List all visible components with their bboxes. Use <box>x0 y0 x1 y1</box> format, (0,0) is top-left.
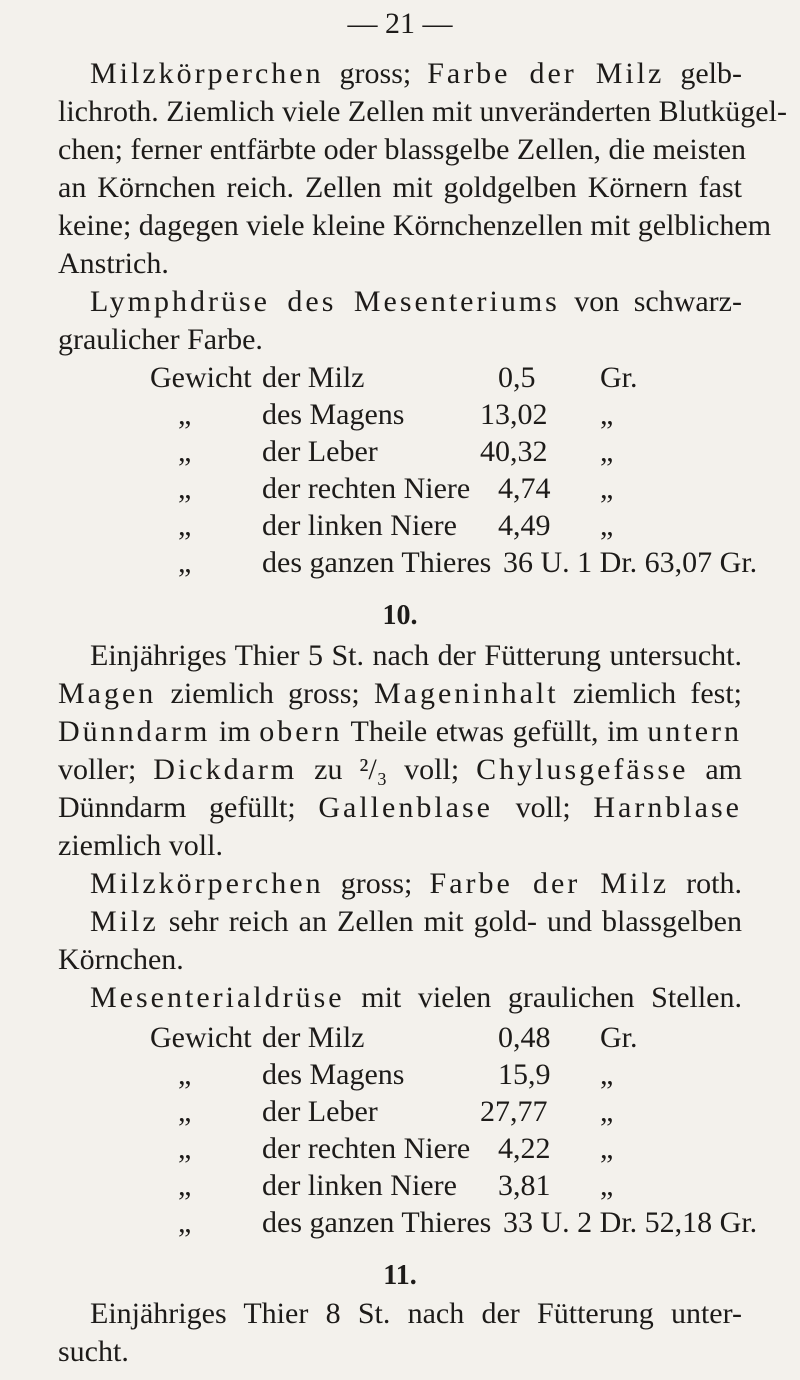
row-unit: Gr. <box>600 1021 638 1054</box>
row-value: 40,32 <box>480 435 548 468</box>
table-row <box>0 434 800 470</box>
row-value: 36 U. 1 Dr. 63,07 Gr. <box>503 546 758 579</box>
row-label: der Milz <box>262 1021 365 1054</box>
row-label: der linken Niere <box>262 1169 457 1202</box>
row-prefix: „ <box>178 1132 192 1165</box>
row-unit: „ <box>600 398 614 431</box>
row-unit: „ <box>600 435 614 468</box>
page-number: — 21 — <box>347 7 453 40</box>
row-label: der linken Niere <box>262 509 457 542</box>
table-row <box>0 1057 800 1093</box>
row-value: 3,81 <box>498 1169 551 1202</box>
row-label: der rechten Niere <box>262 472 471 505</box>
text-line: Milzkörperchen gross; Farbe der Milz roth. <box>90 867 742 900</box>
table-row <box>0 1020 800 1056</box>
row-value: 27,77 <box>480 1095 548 1128</box>
table-row <box>0 508 800 544</box>
row-label: des Magens <box>262 1058 405 1091</box>
text-line: Magen ziemlich gross; Mageninhalt ziemlich fest; <box>58 677 743 710</box>
table-row <box>0 1094 800 1130</box>
row-value: 4,22 <box>498 1132 551 1165</box>
text-line: ziemlich voll. <box>58 829 223 862</box>
row-prefix: Gewicht <box>150 361 252 394</box>
row-prefix: „ <box>178 398 192 431</box>
row-unit: „ <box>600 472 614 505</box>
row-prefix: „ <box>178 472 192 505</box>
row-value: 33 U. 2 Dr. 52,18 Gr. <box>503 1206 758 1239</box>
section-heading-11: 11. <box>383 1260 417 1291</box>
row-unit: „ <box>600 1169 614 1202</box>
text-line: Lymphdrüse des Mesenteriums von schwarz- <box>90 285 742 318</box>
text-line: keine; dagegen viele kleine Körnchenzellen mit gelblichem <box>58 209 772 242</box>
row-prefix: Gewicht <box>150 1021 252 1054</box>
table-row <box>0 1131 800 1167</box>
row-unit: „ <box>600 1058 614 1091</box>
text-line: Milz sehr reich an Zellen mit gold- und blassgelben <box>90 905 742 938</box>
row-label: der Leber <box>262 435 378 468</box>
row-value: 0,48 <box>498 1021 551 1054</box>
text-line: Einjähriges Thier 5 St. nach der Fütterung untersucht. <box>90 639 742 672</box>
row-prefix: „ <box>178 1095 192 1128</box>
row-label: des Magens <box>262 398 405 431</box>
row-label: der Leber <box>262 1095 378 1128</box>
row-unit: Gr. <box>600 361 638 394</box>
text-line: lichroth. Ziemlich viele Zellen mit unveränderten Blutkügel- <box>58 95 787 128</box>
table-row <box>0 1205 800 1241</box>
row-prefix: „ <box>178 1206 192 1239</box>
text-line: Milzkörperchen gross; Farbe der Milz gelb- <box>90 57 742 90</box>
row-value: 13,02 <box>480 398 548 431</box>
row-prefix: „ <box>178 1169 192 1202</box>
text-line: chen; ferner entfärbte oder blassgelbe Zellen, die meisten <box>58 133 747 166</box>
section-heading-10: 10. <box>382 600 418 631</box>
text-line: Dünndarm gefüllt; Gallenblase voll; Harnblase <box>58 791 742 824</box>
row-label: des ganzen Thieres <box>262 1206 492 1239</box>
text-line: Dünndarm im obern Theile etwas gefüllt, im untern <box>58 715 743 748</box>
row-unit: „ <box>600 1095 614 1128</box>
row-prefix: „ <box>178 509 192 542</box>
row-value: 15,9 <box>498 1058 551 1091</box>
text-line: Mesenterialdrüse mit vielen graulichen Stellen. <box>90 981 742 1014</box>
table-row <box>0 360 800 396</box>
row-label: der Milz <box>262 361 365 394</box>
text-line: graulicher Farbe. <box>58 323 263 356</box>
row-unit: „ <box>600 509 614 542</box>
table-row <box>0 1168 800 1204</box>
text-line: Einjähriges Thier 8 St. nach der Fütterung unter- <box>90 1297 742 1330</box>
row-value: 0,5 <box>498 361 536 394</box>
table-row <box>0 471 800 507</box>
table-row <box>0 397 800 433</box>
text-line: sucht. <box>58 1335 129 1368</box>
table-row <box>0 545 800 581</box>
text-line: an Körnchen reich. Zellen mit goldgelben Körnern fast <box>58 171 742 204</box>
row-label: des ganzen Thieres <box>262 546 492 579</box>
text-line: Körnchen. <box>58 943 184 976</box>
text-line: Anstrich. <box>58 247 169 280</box>
text-line: voller; Dickdarm zu ²/₃ voll; Chylusgefässe am <box>58 753 743 786</box>
row-unit: „ <box>600 1132 614 1165</box>
row-value: 4,49 <box>498 509 551 542</box>
row-prefix: „ <box>178 546 192 579</box>
row-prefix: „ <box>178 435 192 468</box>
row-label: der rechten Niere <box>262 1132 471 1165</box>
row-prefix: „ <box>178 1058 192 1091</box>
row-value: 4,74 <box>498 472 551 505</box>
